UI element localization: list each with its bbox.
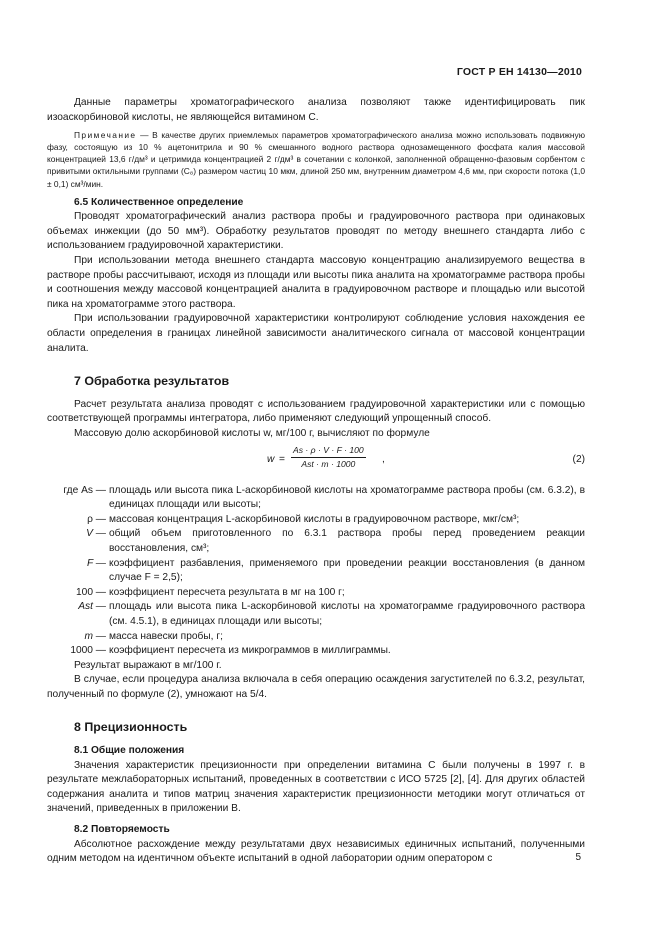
formula-definitions [47, 484, 585, 659]
formula-fraction [291, 444, 366, 471]
def-text: площадь или высота пика L-аскорбиновой кислоты на хроматограмме раствора пробы (см. 6.3.2), в единицах площади или высоты; [109, 484, 585, 511]
def-symbol: F — [86, 557, 106, 569]
formula-numerator: As · ρ · V · F · 100 [291, 444, 366, 458]
def-text: коэффициент пересчета из микрограммов в миллиграммы. [109, 645, 391, 657]
section-7-paragraph-3: Результат выражают в мг/100 г. [74, 659, 222, 671]
section-8-1-paragraph: Значения характеристик прецизионности при определении витамина С были получены в 1997 г. в результате межлабораторных испытаний, проведенных в соответствии с ИСО 5725 [2], [4]. Для других областей содержания аналита и типов матриц значения характеристик прецизионности методики могут отличаться от значений, приведенных в приложении В. [47, 759, 585, 815]
intro-paragraph: Данные параметры хроматографического анализа позволяют также идентифицировать пик изоаскорбиновой кислоты, не являющейся витамином С. [47, 97, 585, 123]
section-8-heading: 8 Прецизионность [74, 720, 188, 735]
section-6-5-paragraph-1: Проводят хроматографический анализ раствора пробы и градуировочного раствора при одинаковых объемах инжекции (до 50 мм³). Обработку результатов проводят по методу внешнего стандарта либо с использованием градуировочной характеристики. [47, 211, 585, 252]
section-7-paragraph-4: В случае, если процедура анализа включала в себя операцию осаждения загустителей по 6.3.2, результат, полученный по формуле (2), умножают на 5/4. [47, 674, 585, 700]
formula-2 [47, 444, 585, 480]
def-symbol: Ast — [78, 601, 106, 613]
def-text: масса навески пробы, г; [109, 630, 223, 642]
section-7-paragraph-1: Расчет результата анализа проводят с использованием градуировочной характеристики или с помощью соответствующей программы интегратора, либо применяют следующий упрощенный способ. [47, 398, 585, 425]
formula-denominator: Ast · m · 1000 [301, 458, 356, 469]
def-symbol: m — [84, 630, 106, 642]
section-8-2-paragraph: Абсолютное расхождение между результатами двух независимых единичных испытаний, полученными одним методом на идентичном объекте испытаний в одной лаборатории одним оператором с [47, 838, 585, 865]
section-7-paragraph-2: Массовую долю аскорбиновой кислоты w, мг/100 г, вычисляют по формуле [74, 427, 430, 439]
def-symbol: ρ — [87, 513, 106, 525]
section-8-1-heading: 8.1 Общие положения [74, 745, 185, 757]
formula-comma: , [382, 453, 385, 465]
formula-lhs: w [267, 453, 275, 465]
section-8-2-heading: 8.2 Повторяемость [74, 824, 170, 836]
standard-header: ГОСТ Р ЕН 14130—2010 [456, 66, 582, 78]
def-symbol: V — [86, 528, 106, 540]
def-text: коэффициент пересчета результата в мг на 100 г; [109, 586, 345, 598]
note-paragraph [47, 129, 585, 189]
page-content [47, 96, 585, 867]
formula-equals: = [279, 453, 285, 465]
section-7-heading: 7 Обработка результатов [74, 374, 230, 389]
section-6-5-paragraph-3: При использовании градуировочной характеристики контролируют соблюдение условия нахождения ее области определения в границах линейной зависимости аналитического сигнала от массовой концентрации аналита. [47, 313, 585, 354]
def-symbol: 100 — [75, 586, 106, 598]
def-text: массовая концентрация L-аскорбиновой кислоты в градуировочном растворе, мкг/см³; [109, 513, 520, 525]
def-text: площадь или высота пика L-аскорбиновой кислоты на хроматограмме градуировочного раствора (см. 4.5.1), в единицах площади или высоты; [109, 601, 585, 627]
formula-number: (2) [572, 453, 585, 465]
page-number: 5 [575, 852, 581, 863]
def-text: общий объем приготовленного по 6.3.1 раствора пробы перед проведением реакции восстановления, см³; [109, 528, 585, 554]
section-6-5-heading: 6.5 Количественное определение [74, 196, 244, 208]
note-label: Примечание [74, 130, 137, 141]
section-6-5-paragraph-2: При использовании метода внешнего стандарта массовую концентрацию анализируемого вещества в растворе пробы рассчитывают, исходя из площади или высоты пика аналита на хроматограмме раствора пробы и соотношения между массовой концентрацией аналита в градуировочном растворе и площадью или высотой пика на хроматограмме этого раствора. [47, 255, 585, 310]
def-text: коэффициент разбавления, применяемого при проведении реакции восстановления (в данном случае F = 2,5); [109, 557, 585, 584]
def-symbol: где As — [63, 484, 106, 496]
def-symbol: 1000 — [70, 645, 106, 657]
note-text: — В качестве других приемлемых параметров хроматографического анализа можно использовать подвижную фазу, состоящую из 10 % ацетонитрила и 90 % смешанного водного раствора однозамещенного фосфата калия массовой концентрацией 13,6 г/дм³ и цетримида концентрацией 2 г/дм³ в сочетании с колонкой, заполненной обращенно-фазовым сорбентом с привитыми октильными группами (C₈) размером частиц 10 мкм, длиной 250 мм, внутренним диаметром 4,6 мм, при скорости потока (1,0 ± 0,1) см³/мин. [47, 130, 585, 189]
